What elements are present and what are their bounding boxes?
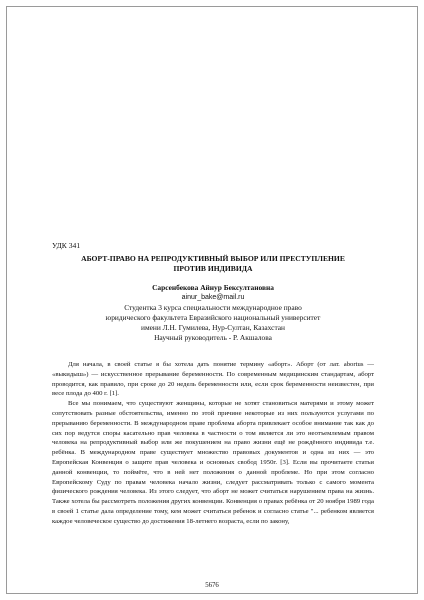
paragraph-1: Для начала, в своей статье я бы хотела дать понятие термину «аборт». Аборт (от лат. abortus — «выкидыш») — искусственное прерывание беременности. По современным медицинским стандартам, аборт проводится, как правило, при сроке до 20 недель беременности или, если срок беременности неизвестен, при весе плода до 400 г. [1]. xyxy=(52,361,374,398)
affiliation-line-2: юридического факультета Евразийского национальный университет xyxy=(105,313,321,322)
udk-code: УДК 341 xyxy=(52,241,81,250)
affiliation-line-3: имени Л.Н. Гумилева, Нур-Султан, Казахстан xyxy=(141,323,285,332)
affiliation-line-1: Студентка 3 курса специальности международное право xyxy=(124,303,302,312)
paragraph-2: Все мы понимаем, что существуют женщины, которые не хотят становиться матерями и этому может сопутствовать разные обстоятельства, именно по этой причине некоторые из них пользуются услугами по прерыванию беременности. В международном праве проблема аборта привлекает особое внимание так как до сих пор ведутся споры касательно прав человека в частности о том является ли это неотъемлемым правом человека на репродуктивный выбор или же покушением на право жизни ещё не рождённого индивида т.е. ребёнка. В международном праве существует множество правовых документов и одна из них — это Европейская Конвенция о защите прав человека и основных свобод 1950г. [3]. Если вы прочитаете статьи данной конвенции, то поймёте, что в ней нет положения о данной проблеме. Но при этом согласно Европейскому Суду по правам человека начало жизни, следует рассматривать только с самого момента физического рождения человека. Из этого следует, что аборт не может считаться нарушением права на жизнь. Также хотела бы рассмотреть положения других конвенции. Конвенция о правах ребёнка от 20 ноября 1989 года в своей 1 статье дала определение тому, кем может считаться ребенок и согласно статье "... ребенком является каждое человеческое существо до достижения 18-летнего возраста, если по закону, xyxy=(52,400,374,525)
author-name: Сарсенбекова Айнур Бексултановна xyxy=(152,283,274,292)
title-line-2: ПРОТИВ ИНДИВИДА xyxy=(173,264,253,273)
article-body xyxy=(52,360,374,527)
title-line-1: АБОРТ-ПРАВО НА РЕПРОДУКТИВНЫЙ ВЫБОР ИЛИ ПРЕСТУПЛЕНИЕ xyxy=(81,254,345,263)
page-number: 5676 xyxy=(205,582,219,589)
author-email: ainur_bake@mail.ru xyxy=(181,294,245,301)
scientific-advisor: Научный руководитель - Р. Акшалова xyxy=(154,333,272,342)
author-block xyxy=(52,283,374,343)
article-title xyxy=(52,254,374,274)
